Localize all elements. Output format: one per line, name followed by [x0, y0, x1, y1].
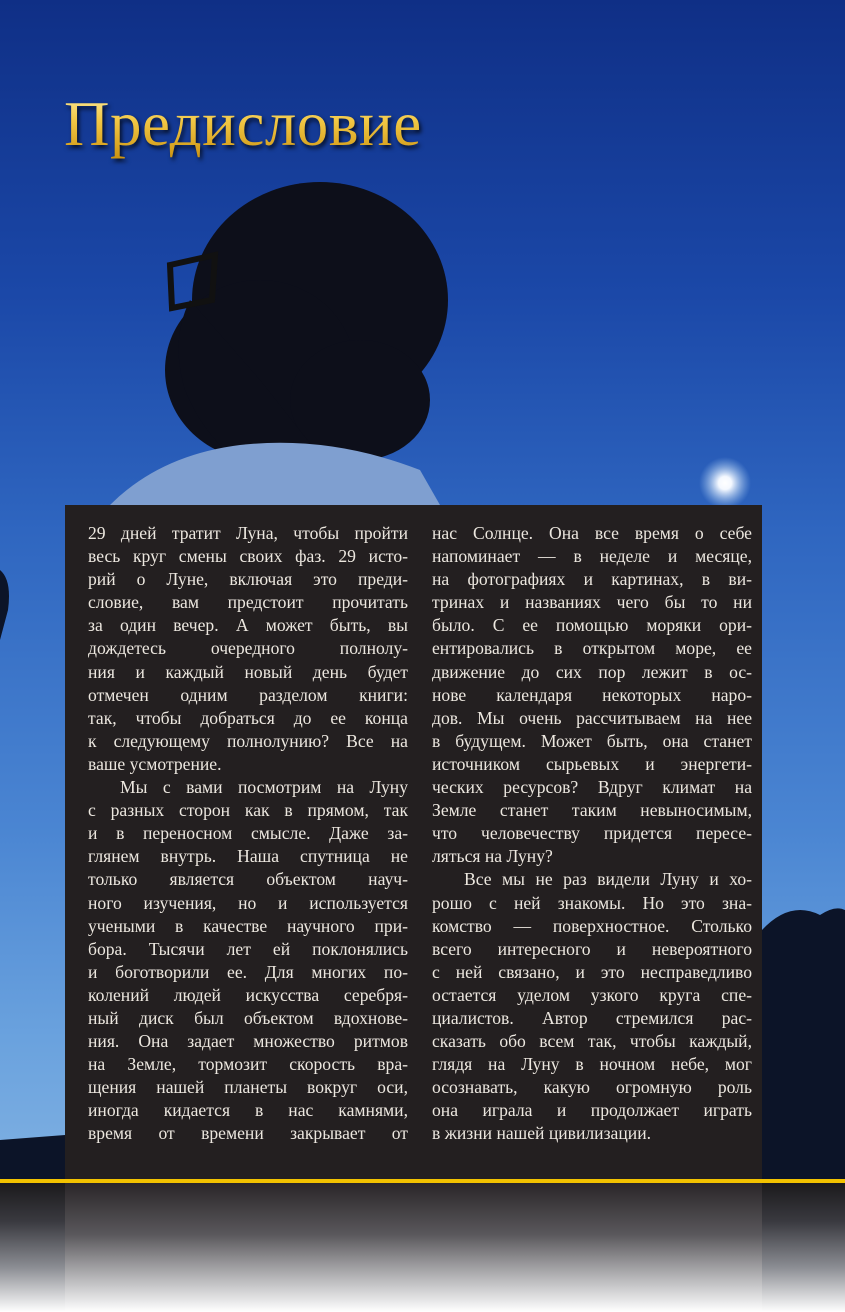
text-line: осознавать, какую огромную роль	[432, 1077, 752, 1098]
text-line: на фотографиях и картинах, в ви-	[432, 569, 752, 590]
moon	[699, 457, 751, 509]
text-line: щения нашей планеты вокруг оси,	[88, 1077, 408, 1098]
text-line: Все мы не раз видели Луну и хо-	[464, 869, 752, 890]
text-line: так, чтобы добраться до ее конца	[88, 707, 408, 728]
text-line: сказать обо всем так, чтобы каждый,	[432, 1031, 752, 1052]
text-line: ваше усмотрение.	[88, 753, 222, 774]
text-line: ный диск был объектом вдохнове-	[88, 1007, 408, 1028]
text-line: бора. Тысячи лет ей поклонялись	[88, 938, 408, 959]
text-line: учеными в качестве научного при-	[88, 915, 408, 936]
text-line: и боготворили ее. Для многих по-	[88, 961, 408, 982]
text-line: ния. Она задает множество ритмов	[88, 1031, 408, 1052]
text-line: было. С ее помощью моряки ори-	[432, 615, 752, 636]
text-line: за один вечер. А может быть, вы	[88, 615, 408, 636]
text-line: ентировались в открытом море, ее	[432, 638, 752, 659]
text-panel	[65, 505, 762, 1180]
text-line: ного изучения, но и используется	[88, 892, 408, 913]
paragraph	[88, 522, 408, 776]
left-silhouette	[0, 570, 9, 640]
text-line: дов. Мы очень рассчитываем на нее	[432, 707, 752, 728]
paragraph	[432, 522, 752, 868]
text-line: нас Солнце. Она все время о себе	[432, 523, 752, 543]
text-panel-reflection	[65, 1183, 762, 1312]
text-line: в жизни нашей цивилизации.	[432, 1123, 652, 1144]
text-line: колений людей искусства серебря-	[88, 984, 408, 1005]
treeline	[762, 908, 845, 1180]
text-line: циалистов. Автор стремился рас-	[432, 1007, 752, 1028]
text-line: ния и каждый новый день будет	[88, 661, 408, 682]
text-column-right	[432, 522, 752, 1146]
text-line: ческих ресурсов? Вдруг климат на	[432, 777, 752, 798]
text-line: Земле станет таким невыносимым,	[432, 800, 752, 821]
text-line: нове календаря некоторых наро-	[432, 684, 752, 705]
text-line: движение до сих пор лежит в ос-	[432, 661, 752, 682]
paragraph	[88, 776, 408, 1146]
paragraph	[432, 868, 752, 1145]
text-line: словие, вам предстоит прочитать	[88, 592, 408, 613]
text-line: Мы с вами посмотрим на Луну	[120, 777, 408, 798]
text-line: рий о Луне, включая это преди-	[88, 569, 408, 590]
text-line: и в переносном смысле. Даже за-	[88, 823, 408, 844]
text-line: с разных сторон как в прямом, так	[88, 800, 408, 821]
text-line: всего интересного и невероятного	[432, 938, 752, 959]
text-line: комство — поверхностное. Столько	[432, 915, 752, 936]
text-line: 29 дней тратит Луна, чтобы пройти	[88, 523, 408, 543]
text-line: тринах и названиях чего бы то ни	[432, 592, 752, 613]
text-line: на Земле, тормозит скорость вра-	[88, 1054, 408, 1075]
text-column-left	[88, 522, 408, 1146]
text-line: в будущем. Может быть, она станет	[432, 730, 752, 751]
text-line: источником сырьевых и энергети-	[432, 753, 752, 774]
text-line: только является объектом науч-	[88, 869, 408, 890]
text-line: время от времени закрывает от	[88, 1123, 408, 1144]
page-title: Предисловие	[64, 89, 422, 159]
person-silhouette	[165, 182, 448, 470]
text-line: глядя на Луну в ночном небе, мог	[432, 1054, 752, 1075]
text-line: отмечен одним разделом книги:	[88, 684, 408, 705]
text-line: к следующему полнолунию? Все на	[88, 730, 408, 751]
text-line: рошо с ней знакомы. Но это зна-	[432, 892, 752, 913]
text-line: глянем внутрь. Наша спутница не	[88, 846, 408, 867]
text-line: ляться на Луну?	[432, 846, 553, 867]
text-line: напоминает — в неделе и месяце,	[432, 546, 752, 567]
ground	[0, 1135, 65, 1180]
text-line: иногда кидается в нас камнями,	[88, 1100, 408, 1121]
text-line: что человечеству придется пересе-	[432, 823, 752, 844]
text-line: остается уделом узкого круга спе-	[432, 984, 752, 1005]
text-line: она играла и продолжает играть	[432, 1100, 752, 1121]
text-line: с ней связано, и это несправедливо	[432, 961, 752, 982]
text-line: дождетесь очередного полнолу-	[88, 638, 408, 659]
text-line: весь круг смены своих фаз. 29 исто-	[88, 546, 408, 567]
